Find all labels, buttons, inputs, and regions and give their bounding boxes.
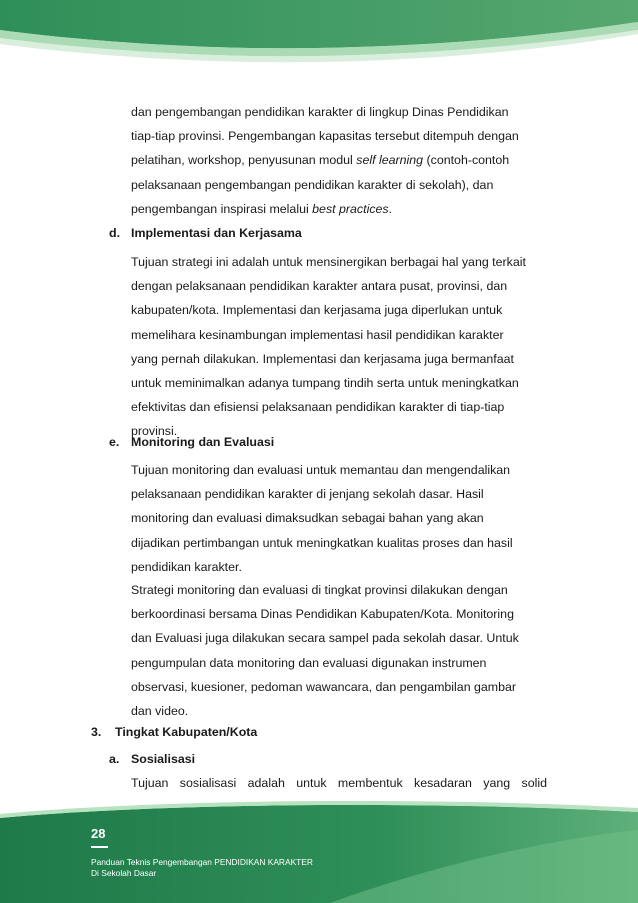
section-e-paragraph-1	[131, 458, 547, 579]
section-title: Tingkat Kabupaten/Kota	[115, 725, 258, 739]
paragraph-line: Tujuan sosialisasi adalah untuk membentuk kesadaran yang solid	[131, 776, 547, 790]
footer-line-1: Panduan Teknis Pengembangan PENDIDIKAN KARAKTER	[91, 857, 313, 867]
section-e-heading	[109, 432, 274, 452]
page-number-underline	[91, 846, 108, 848]
paragraph-line: yang pernah dilakukan. Implementasi dan kerjasama juga bermanfaat	[131, 351, 514, 366]
section-3a-heading	[109, 749, 195, 769]
paragraph-line: Strategi monitoring dan evaluasi di tingkat provinsi dilakukan dengan	[131, 583, 508, 597]
paragraph-line: kabupaten/kota. Implementasi dan kerjasama juga diperlukan untuk	[131, 303, 503, 318]
paragraph-line: pendidikan karakter.	[131, 559, 242, 574]
section-marker: e.	[109, 435, 120, 449]
section-marker: d.	[109, 226, 121, 240]
paragraph-line: dan video.	[131, 704, 189, 719]
intro-paragraph	[131, 100, 547, 221]
emphasis-text: self learning	[356, 153, 424, 168]
paragraph-line: dan Evaluasi juga dilakukan secara sampel pada sekolah dasar. Untuk	[131, 631, 519, 646]
paragraph-line: memelihara kesinambungan implementasi hasil pendidikan karakter	[131, 327, 504, 342]
footer-caption	[91, 857, 313, 879]
section-d-paragraph	[131, 250, 547, 444]
paragraph-line: observasi, kuesioner, pedoman wawancara, dan pengambilan gambar	[131, 679, 517, 694]
paragraph-line: efektivitas dan efisiensi pelaksanaan pendidikan karakter di tiap-tiap	[131, 400, 505, 415]
section-3-heading	[91, 722, 257, 742]
paragraph-line: provinsi.	[131, 424, 178, 439]
section-marker: a.	[109, 752, 120, 766]
intro-line: pengembangan inspirasi melalui best practices.	[131, 201, 393, 216]
footer-line-2: Di Sekolah Dasar	[91, 868, 157, 878]
section-title: Sosialisasi	[131, 752, 196, 766]
intro-line: tiap-tiap provinsi. Pengembangan kapasitas tersebut ditempuh dengan	[131, 129, 519, 144]
paragraph-line: monitoring dan evaluasi dimaksudkan sebagai bahan yang akan	[131, 511, 484, 526]
paragraph-line: Tujuan monitoring dan evaluasi untuk memantau dan mengendalikan	[131, 463, 511, 477]
section-d-heading	[109, 223, 302, 243]
section-title: Implementasi dan Kerjasama	[131, 226, 302, 240]
paragraph-line: dengan pelaksanaan pendidikan karakter antara pusat, provinsi, dan	[131, 279, 508, 294]
paragraph-line: Tujuan strategi ini adalah untuk mensinergikan berbagai hal yang terkait	[131, 255, 526, 269]
paragraph-line: pelaksanaan pendidikan karakter di jenjang sekolah dasar. Hasil	[131, 487, 484, 502]
paragraph-line: pengumpulan data monitoring dan evaluasi digunakan instrumen	[131, 655, 487, 670]
intro-line: pelatihan, workshop, penyusunan modul self learning (contoh-contoh	[131, 153, 510, 168]
paragraph-line: dijadikan pertimbangan untuk meningkatkan kualitas proses dan hasil	[131, 535, 513, 550]
intro-line: dan pengembangan pendidikan karakter di lingkup Dinas Pendidikan	[131, 105, 509, 119]
section-title: Monitoring dan Evaluasi	[131, 435, 275, 449]
section-e-paragraph-2	[131, 578, 547, 723]
intro-line: pelaksanaan pengembangan pendidikan karakter di sekolah), dan	[131, 177, 494, 192]
emphasis-text: best practices	[312, 201, 389, 216]
paragraph-line: berkoordinasi bersama Dinas Pendidikan Kabupaten/Kota. Monitoring	[131, 607, 514, 622]
paragraph-line: untuk meminimalkan adanya tumpang tindih serta untuk meningkatkan	[131, 376, 519, 391]
page-number: 28	[91, 826, 106, 841]
section-marker: 3.	[91, 725, 102, 739]
section-3a-paragraph	[131, 771, 547, 795]
footer-decorative-band	[0, 800, 638, 903]
